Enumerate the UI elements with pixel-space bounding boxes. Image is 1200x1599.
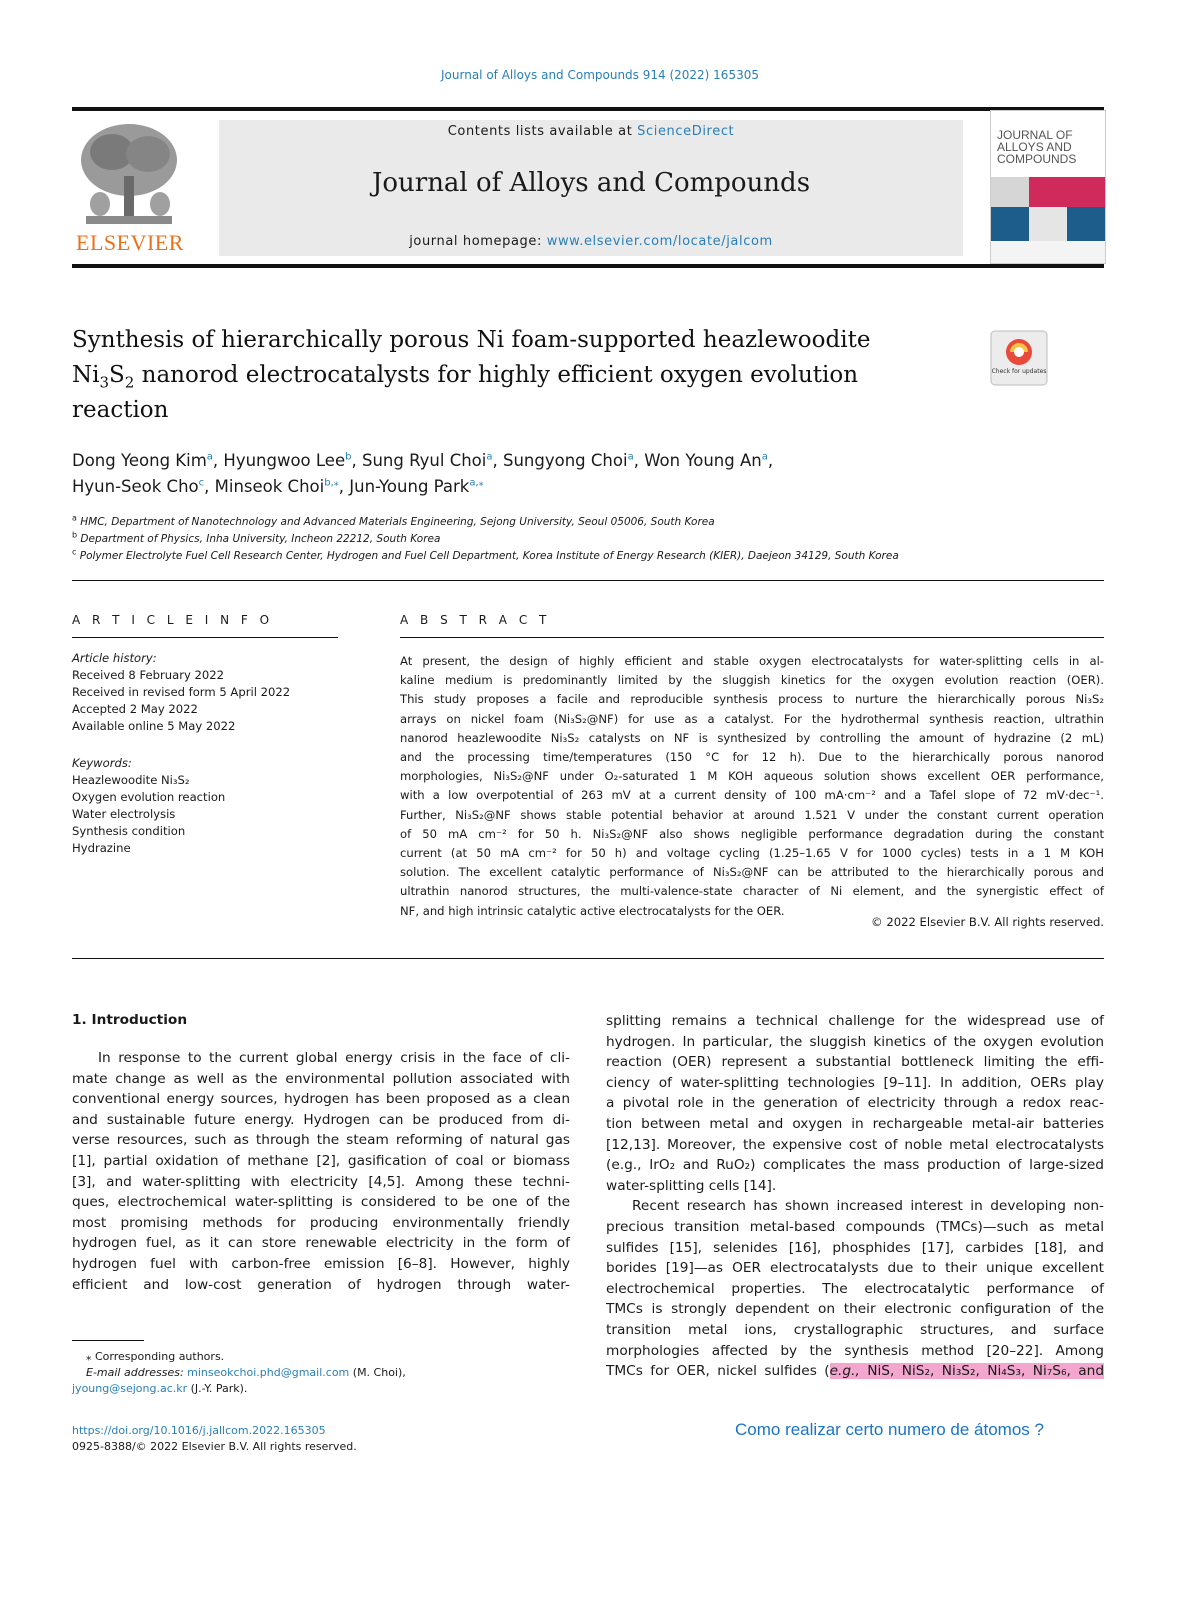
journal-cover-image (990, 110, 1106, 264)
header-top-rule (72, 107, 1104, 111)
corresponding-note (72, 1349, 406, 1397)
divider-after-affiliations (72, 580, 1104, 581)
abstract-line: arrays on nickel foam (Ni₃S₂@NF) for use as a catalyst. For the hydrothermal synthesis reaction, ultrathin (400, 711, 1104, 726)
intro-line: precious transition metal-based compounds (TMCs)—such as metal (606, 1218, 1104, 1235)
article-info-heading: A R T I C L E I N F O (72, 613, 274, 627)
affiliation-a: $^a$ HMC, Department of Nanotechnology and Advanced Materials Engineering, Sejong University, Seoul 05006, South Korea (72, 513, 715, 528)
introduction-right-column (606, 1011, 1104, 1382)
elsevier-tree-logo (72, 120, 186, 232)
intro-line: conventional energy sources, hydrogen has been proposed as a clean (72, 1091, 570, 1108)
doi-link[interactable]: https://doi.org/10.1016/j.jallcom.2022.165305 (72, 1424, 326, 1437)
check-for-updates-button[interactable] (990, 330, 1048, 386)
author-affiliation-marker[interactable]: b,⁎ (324, 477, 339, 489)
author-name[interactable]: Jun-Young Park (349, 477, 470, 496)
intro-line: hydrogen. In particular, the sluggish kinetics of the oxygen evolution (606, 1033, 1104, 1050)
author-affiliation-marker[interactable]: a,⁎ (469, 477, 484, 489)
intro-line: ciency of water-splitting technologies [9–11]. In addition, OERs play (606, 1074, 1104, 1091)
intro-line: most promising methods for producing environmentally friendly (72, 1214, 570, 1231)
intro-line: splitting remains a technical challenge for the widespread use of (606, 1013, 1104, 1029)
author-separator: , (338, 477, 350, 496)
abstract-rule (400, 637, 1104, 638)
journal-homepage (219, 234, 963, 249)
abstract-line: This study proposes a facile and reproducible synthesis process to nurture the hierarchically porous Ni₃S₂ (400, 692, 1104, 707)
author-affiliation-marker[interactable]: b (345, 451, 352, 463)
author-separator: , (212, 451, 224, 470)
abstract-line: and the processing time/temperatures (150 °C for 12 h). Due to the hierarchically porous nanorod (400, 750, 1104, 765)
author-affiliation-marker[interactable]: a (486, 451, 493, 463)
intro-line: verse resources, such as through the steam reforming of natural gas (72, 1132, 570, 1149)
author-separator: , (204, 477, 215, 496)
abstract-line: of 50 mA cm⁻² for 50 h. Ni₃S₂@NF also shows negligible performance degradation during the constant (400, 826, 1104, 841)
intro-line: In response to the current global energy crisis in the face of cli- (98, 1050, 570, 1066)
keyword-item: Hydrazine (72, 841, 131, 855)
article-title (72, 323, 952, 428)
article-info-rule (72, 637, 338, 638)
keyword-item: Synthesis condition (72, 824, 186, 838)
author-name[interactable]: Minseok Choi (214, 477, 325, 496)
author-line-2 (72, 474, 1012, 500)
question-annotation[interactable]: Como realizar certo numero de átomos ? (735, 1420, 1044, 1439)
intro-line: efficient and low-cost generation of hydrogen through water- (72, 1276, 570, 1293)
intro-line: reaction (OER) represent a substantial bottleneck limiting the effi- (606, 1054, 1104, 1071)
abstract-body (400, 652, 1104, 921)
cover-title: JOURNAL OF ALLOYS AND COMPOUNDS (997, 128, 1077, 166)
sciencedirect-link[interactable]: ScienceDirect (637, 124, 735, 139)
abstract-line: solution. The excellent catalytic performance of Ni₃S₂@NF can be attributed to the hierarchically porous and (400, 865, 1104, 880)
author-separator: , (492, 451, 503, 470)
homepage-link[interactable]: www.elsevier.com/locate/jalcom (546, 234, 773, 249)
history-accepted: Accepted 2 May 2022 (72, 702, 198, 716)
intro-line: electrochemical properties. The electrocatalytic performance of (606, 1280, 1104, 1297)
introduction-heading: 1. Introduction (72, 1012, 188, 1028)
highlighted-text[interactable]: e.g., (829, 1363, 860, 1380)
elsevier-wordmark: ELSEVIER (76, 230, 184, 255)
divider-after-abstract (72, 958, 1104, 959)
intro-line: hydrogen fuel, as it can store renewable electricity in the form of (72, 1235, 570, 1252)
author-name[interactable]: Hyun-Seok Cho (72, 477, 199, 496)
title-line-2: $Ni_3S_2$ nanorod electrocatalysts for highly efficient oxygen evolution (72, 362, 859, 392)
author-name[interactable]: Dong Yeong Kim (72, 451, 207, 470)
title-line-1: Synthesis of hierarchically porous Ni foam-supported heazlewoodite (72, 327, 871, 353)
intro-line: and sustainable future energy. Hydrogen can be produced from di- (72, 1111, 570, 1128)
author-name[interactable]: Hyungwoo Lee (223, 451, 346, 470)
check-updates-label: Check for updates (991, 368, 1047, 375)
history-revised: Received in revised form 5 April 2022 (72, 685, 291, 699)
homepage-prefix: journal homepage: (409, 234, 547, 249)
author-list (72, 448, 1012, 500)
highlighted-text[interactable]: NiS, NiS₂, Ni₃S₂, Ni₄S₃, Ni₇S₆, and (859, 1363, 1105, 1380)
title-line-3: reaction (72, 397, 169, 423)
intro-line: TMCs for OER, nickel sulfides (e.g., NiS, NiS₂, Ni₃S₂, Ni₄S₃, Ni₇S₆, and (606, 1363, 1105, 1380)
intro-line: (e.g., IrO₂ and RuO₂) complicates the mass production of large-sized (606, 1157, 1104, 1174)
abstract-copyright: © 2022 Elsevier B.V. All rights reserved. (871, 915, 1104, 929)
doi-block (72, 1423, 357, 1455)
intro-line: borides [19]—as OER electrocatalysts due to their unique excellent (606, 1260, 1104, 1277)
affiliation-c: $^c$ Polymer Electrolyte Fuel Cell Research Center, Hydrogen and Fuel Cell Department, Korea Institute of Energy Research (KIER), Daejeon 34129, South Korea (72, 547, 899, 562)
intro-line: TMCs is strongly dependent on their electronic configuration of the (606, 1301, 1104, 1318)
email-link-park[interactable]: jyoung@sejong.ac.kr (72, 1382, 188, 1395)
author-separator: , (767, 451, 774, 470)
intro-line: [12,13]. Moreover, the expensive cost of noble metal electrocatalysts (606, 1136, 1104, 1153)
author-name[interactable]: Sung Ryul Choi (361, 451, 487, 470)
intro-line: mate change as well as the environmental pollution associated with (72, 1070, 570, 1087)
intro-line: ques, electrochemical water-splitting is considered to be one of the (72, 1194, 570, 1211)
intro-line: tion between metal and oxygen in rechargeable metal-air batteries (606, 1115, 1104, 1132)
history-online: Available online 5 May 2022 (72, 719, 236, 733)
keywords-label: Keywords: (72, 756, 132, 770)
corresponding-authors: ⁎ Corresponding authors. (86, 1350, 225, 1363)
intro-line: [1], partial oxidation of methane [2], gasification of coal or biomass (72, 1152, 570, 1169)
abstract-line: nanorod heazlewoodite Ni₃S₂ catalysts on NF is synthesized by controlling the amount of hydrazine (2 mL) (400, 730, 1104, 745)
author-affiliation-marker[interactable]: c (198, 477, 205, 489)
keyword-item: Water electrolysis (72, 807, 176, 821)
intro-line: transition metal ions, crystallographic structures, and surface (606, 1321, 1104, 1338)
contents-available (219, 124, 963, 139)
intro-line: [3], and water-splitting with electricity [4,5]. Among these techni- (72, 1173, 570, 1190)
author-name[interactable]: Sungyong Choi (503, 451, 628, 470)
affiliation-b: $^b$ Department of Physics, Inha University, Incheon 22212, South Korea (72, 530, 441, 545)
keyword-item: Oxygen evolution reaction (72, 790, 226, 804)
abstract-line: morphologies, Ni₃S₂@NF under O₂-saturated 1 M KOH aqueous solution shows excellent OER performance, (400, 769, 1104, 784)
intro-line: Recent research has shown increased interest in developing non- (632, 1198, 1104, 1215)
keyword-item: Heazlewoodite Ni₃S₂ (72, 773, 190, 787)
author-separator: , (633, 451, 645, 470)
abstract-line: Further, Ni₃S₂@NF shows stable potential behavior at around 1.521 V under the constant current operation (400, 807, 1104, 822)
intro-line: a pivotal role in the generation of electricity through a redox reac- (606, 1095, 1104, 1112)
abstract-line: ultrathin nanorod structures, the multi-valence-state character of Ni element, and the synergistic effect of (400, 884, 1104, 899)
author-name[interactable]: Won Young An (644, 451, 762, 470)
author-separator: , (351, 451, 362, 470)
header-bottom-rule (72, 264, 1104, 268)
intro-line: water-splitting cells [14]. (606, 1177, 777, 1194)
abstract-line: current (at 50 mA cm⁻² for 50 h) and voltage cycling (1.25–1.65 V for 1000 cycles) tests in a 1 M KOH (400, 846, 1104, 861)
intro-line: morphologies affected by the synthesis method [20–22]. Among (606, 1342, 1104, 1359)
intro-line: sulfides [15], selenides [16], phosphides [17], carbides [18], and (606, 1239, 1104, 1256)
abstract-line: At present, the design of highly efficient and stable oxygen electrocatalysts for water-splitting cells in al- (400, 654, 1104, 668)
keywords (72, 755, 338, 857)
issn-line: 0925-8388/© 2022 Elsevier B.V. All rights reserved. (72, 1440, 357, 1453)
history-received: Received 8 February 2022 (72, 668, 225, 682)
email-line-2: jyoung@sejong.ac.kr (J.-Y. Park). (72, 1382, 248, 1395)
article-history (72, 650, 338, 735)
journal-title: Journal of Alloys and Compounds (371, 168, 811, 198)
footnote-rule (72, 1340, 144, 1341)
author-affiliation-marker[interactable]: a (761, 451, 768, 463)
email-line: E-mail addresses: minseokchoi.phd@gmail.com (M. Choi), (86, 1366, 406, 1379)
author-affiliation-marker[interactable]: a (206, 451, 213, 463)
author-line-1 (72, 448, 1012, 474)
journal-citation[interactable]: Journal of Alloys and Compounds 914 (2022) 165305 (441, 68, 759, 82)
introduction-left-column (72, 1048, 570, 1295)
abstract-line: kaline medium is predominantly limited by the sluggish kinetics for the oxygen evolution reaction (OER). (400, 673, 1104, 688)
contents-prefix: Contents lists available at (447, 124, 638, 139)
email-link-choi[interactable]: minseokchoi.phd@gmail.com (187, 1366, 350, 1379)
abstract-line: NF, and high intrinsic catalytic active electrocatalysts for the OER. (400, 903, 785, 918)
abstract-line: with a low overpotential of 263 mV at a current density of 100 mA·cm⁻² and a Tafel slope of 72 mV·dec⁻¹. (400, 788, 1104, 803)
history-label: Article history: (72, 651, 157, 665)
abstract-heading: A B S T R A C T (400, 613, 551, 627)
intro-line: hydrogen fuel with carbon-free emission [6–8]. However, highly (72, 1255, 570, 1272)
author-affiliation-marker[interactable]: a (627, 451, 634, 463)
